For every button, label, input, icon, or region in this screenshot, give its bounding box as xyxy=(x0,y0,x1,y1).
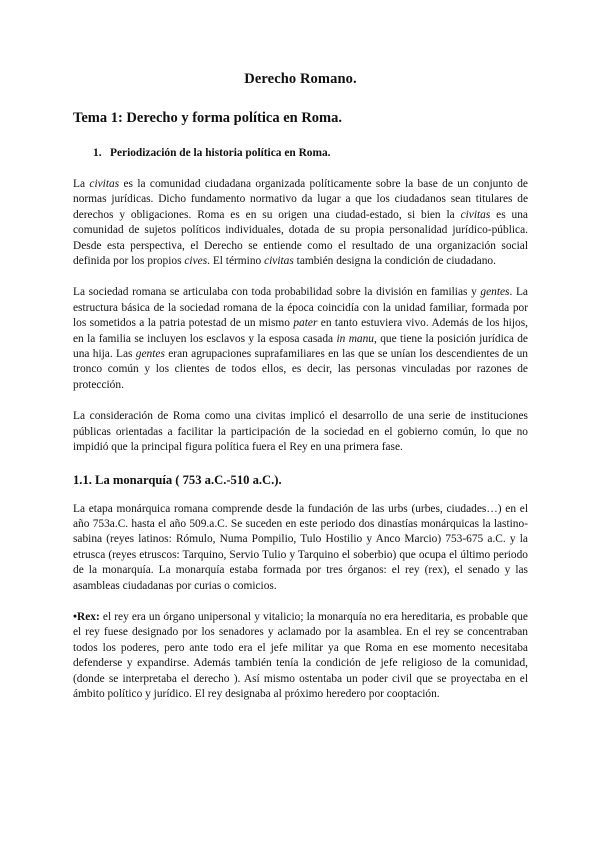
text-run: . La estructura básica de la sociedad romana de la época coincidía con la unidad familiar, formada por los sometidos a la patria potestad de un mismo xyxy=(73,286,528,330)
paragraph-society xyxy=(73,285,528,393)
section-number: 1. xyxy=(93,147,102,159)
topic-title: Tema 1: Derecho y forma política en Roma. xyxy=(73,110,343,126)
section-title: Periodización de la historia política en Roma. xyxy=(110,147,331,159)
paragraph-rex xyxy=(73,610,528,702)
text-run: es una comunidad de sujetos políticos individuales, dotada de su propia personalidad jurídico-pública. Desde esta perspectiva, el Derecho se entiende como el resultado de una organización social definida por los propios xyxy=(73,208,528,268)
paragraph-civitas xyxy=(73,177,528,269)
text-run: es la comunidad ciudadana organizada políticamente sobre la base de un conjunto de normas jurídicas. Dicho fundamento normativo da lugar a que los ciudadanos sean titulares de derechos y obligaciones. Roma es en su origen una ciudad-estado, si bien la xyxy=(73,178,528,221)
document-title: Derecho Romano. xyxy=(244,71,357,87)
italic-term: gentes xyxy=(480,286,510,299)
section-heading xyxy=(93,147,528,159)
italic-term: pater xyxy=(293,317,318,330)
italic-term: in manu xyxy=(336,332,375,345)
italic-term: civitas xyxy=(89,178,120,190)
italic-term: gentes xyxy=(135,348,165,361)
text-run: también designa la condición de ciudadano. xyxy=(293,255,496,268)
text-run: . El término xyxy=(207,255,265,268)
text-run: La xyxy=(73,178,90,190)
text-run: La sociedad romana se articulaba con toda probabilidad sobre la división en familias y xyxy=(73,286,481,299)
italic-term: civitas xyxy=(460,208,491,221)
subsection-title: 1.1. La monarquía ( 753 a.C.-510 a.C.). xyxy=(73,472,282,487)
rex-text: el rey era un órgano unipersonal y vitalicio; la monarquía no era hereditaria, es probable que el rey fuese designado por los senadores y aclamado por la asamblea. En el rey se concentraban todos los poderes, pero ante todo era el jefe militar ya que Roma en ese momento necesitaba defenderse y expandirse. Además también tenía la condición de jefe religioso de la comunidad, (donde se interpretaba el derecho ). Así mismo ostentaba un poder civil que se proyectaba en el ámbito político y jurídico. El rey designaba al próximo heredero por cooptación. xyxy=(73,610,528,700)
italic-term: cives xyxy=(184,255,208,268)
italic-term: civitas xyxy=(264,255,294,268)
paragraph-institutions: La consideración de Roma como una civitas implicó el desarrollo de una serie de instituciones públicas orientadas a facilitar la participación de la sociedad en el gobierno común, lo que no impidió que la principal figura política fuera el Rey en una primera fase. xyxy=(73,410,528,454)
rex-label: •Rex: xyxy=(73,610,100,623)
text-run: , que tiene la posición jurídica de una hija. Las xyxy=(73,332,528,361)
text-run: en tanto estuviera vivo. Además de los hijos, en la familia se incluyen los esclavos y la esposa casada xyxy=(73,317,528,345)
paragraph-monarchy: La etapa monárquica romana comprende desde la fundación de las urbs (urbes, ciudades…) en el año 753a.C. hasta el año 509.a.C. Se suceden en este periodo dos dinastías monárquicas la lastino-sabina (reyes latinos: Rómulo, Numa Pompilio, Tulo Hostilio y Anco Marcio) 753-675 a.C. y la etrusca (reyes etruscos: Tarquino, Servio Tulio y Tarquino el soberbio) que ocupa el último periodo de la monarquía. La monarquía estaba formada por tres órganos: el rey (rex), el senado y las asambleas ciudadanas por curias o comicios. xyxy=(73,502,528,592)
text-run: eran agrupaciones suprafamiliares en las que se unían los descendientes de un tronco común y los clientes de todos ellos, es decir, las personas vinculadas por razones de protección. xyxy=(73,348,528,391)
